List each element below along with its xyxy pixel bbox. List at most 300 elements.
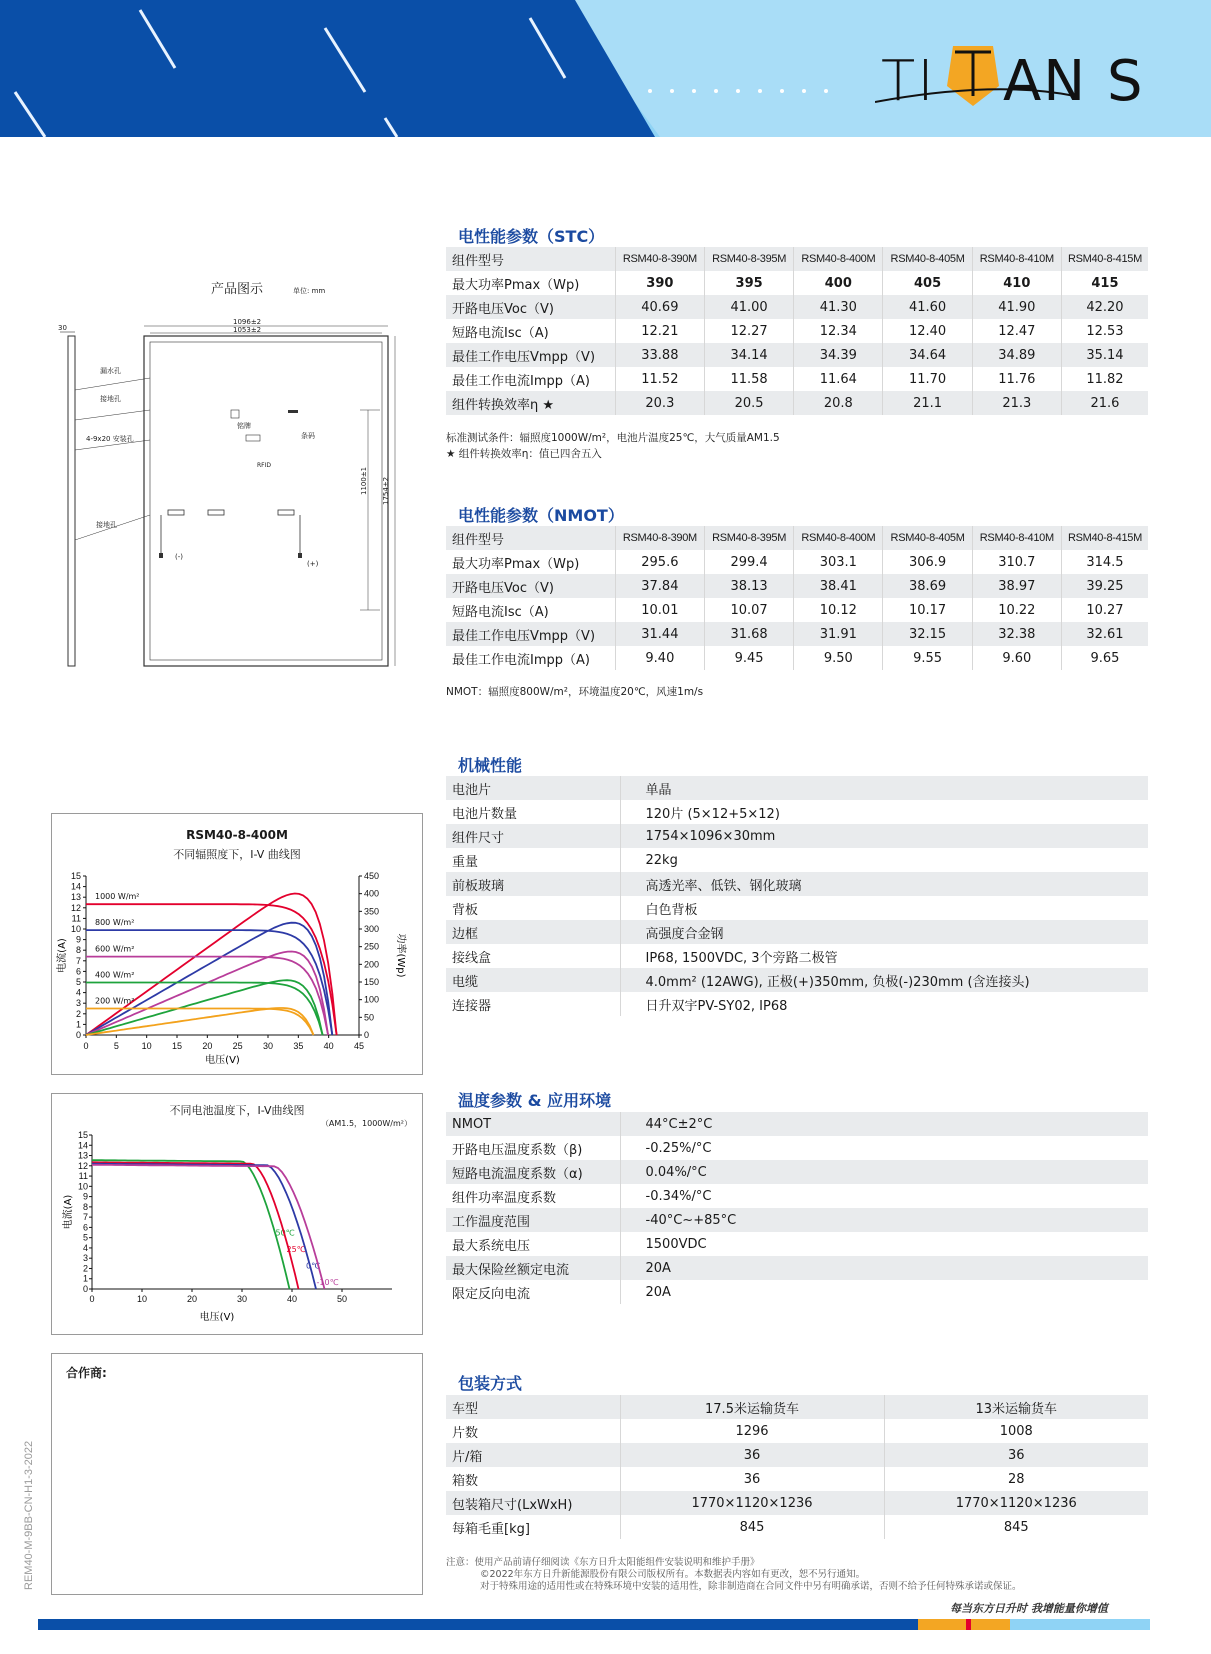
x-tick-label: 10	[141, 1041, 152, 1051]
y-tick-label: 14	[77, 1140, 88, 1151]
x-axis-label: 电压(V)	[205, 1055, 240, 1066]
row-label: 电池片	[446, 776, 620, 800]
chart1-title: RSM40-8-400M	[186, 828, 288, 842]
footer-slogan: 每当东方日升时 我增能量你增值	[950, 1602, 1108, 1615]
y-tick-label: 6	[82, 1222, 88, 1233]
model-header: RSM40-8-395M	[704, 247, 793, 271]
y-tick-label: 0	[75, 1030, 81, 1040]
model-header: RSM40-8-390M	[615, 526, 704, 550]
svg-text:TI: TI	[881, 49, 936, 110]
cell: 36	[884, 1443, 1148, 1467]
cell: 28	[884, 1467, 1148, 1491]
cell: 9.50	[794, 646, 883, 670]
x-tick-label: 30	[236, 1294, 248, 1304]
cell: 415	[1061, 271, 1148, 295]
nmot-note: NMOT：辐照度800W/m²，环境温度20℃，风速1m/s	[446, 686, 704, 698]
nmot-table	[446, 526, 1148, 670]
table-row	[446, 526, 1148, 550]
cell: 32.38	[972, 622, 1061, 646]
row-label: 开路电压Voc（V)	[446, 574, 615, 598]
y2-tick-label: 300	[364, 924, 380, 934]
table-row	[446, 1419, 1148, 1443]
table-row	[446, 391, 1148, 415]
model-header: RSM40-8-395M	[704, 526, 793, 550]
table-row	[446, 896, 1148, 920]
x-tick-label: 40	[323, 1041, 334, 1051]
y-tick-label: 15	[77, 1130, 88, 1140]
row-label: 片数	[446, 1419, 620, 1443]
model-header: RSM40-8-405M	[883, 526, 972, 550]
cell: 22kg	[620, 848, 1148, 872]
y-tick-label: 12	[70, 902, 81, 913]
row-label: 最大系统电压	[446, 1232, 620, 1256]
x-tick-label: 5	[113, 1041, 119, 1051]
table-row	[446, 1395, 1148, 1419]
y-tick-label: 11	[78, 1171, 88, 1182]
cell: 20.3	[615, 391, 704, 415]
chart-irradiance-panel	[51, 813, 423, 1075]
y2-axis-label: 功率(Wp)	[395, 933, 406, 978]
series-label: 600 W/m²	[95, 944, 135, 954]
y-tick-label: 6	[75, 966, 81, 977]
table-row	[446, 968, 1148, 992]
iv-curve-200	[86, 1009, 314, 1036]
row-label: 组件尺寸	[446, 824, 620, 848]
cell: 390	[615, 271, 704, 295]
table-row	[446, 824, 1148, 848]
y-tick-label: 2	[75, 1008, 81, 1019]
row-label: 短路电流Isc（A)	[446, 598, 615, 622]
cell: 12.21	[615, 319, 704, 343]
cell: 38.13	[704, 574, 793, 598]
row-label: 开路电压Voc（V)	[446, 295, 615, 319]
nmot-title: 电性能参数（NMOT）	[458, 506, 624, 525]
table-row	[446, 1232, 1148, 1256]
y-tick-label: 14	[70, 881, 81, 892]
cell: 13米运输货车	[884, 1395, 1148, 1419]
row-label: 前板玻璃	[446, 872, 620, 896]
cell: 310.7	[972, 550, 1061, 574]
cell: 400	[794, 271, 883, 295]
table-row	[446, 1256, 1148, 1280]
series-label: 25℃	[286, 1245, 306, 1255]
cell: 34.64	[883, 343, 972, 367]
x-tick-label: 35	[293, 1041, 304, 1051]
packing-table	[446, 1395, 1148, 1539]
row-label: 最大功率Pmax（Wp)	[446, 550, 615, 574]
footer-notes	[446, 1557, 1022, 1593]
label-rfid: RFID	[257, 462, 272, 469]
model-header: RSM40-8-415M	[1061, 526, 1148, 550]
cell: 12.27	[704, 319, 793, 343]
x-tick-label: 10	[136, 1294, 148, 1304]
x-tick-label: 15	[171, 1041, 183, 1051]
label-negative: (-)	[175, 553, 183, 561]
cell: 410	[972, 271, 1061, 295]
cell: 12.53	[1061, 319, 1148, 343]
iv-curve-temp	[92, 1165, 325, 1289]
row-label: 开路电压温度系数（β)	[446, 1136, 620, 1160]
cell: 21.6	[1061, 391, 1148, 415]
series-label: 400 W/m²	[95, 970, 135, 980]
cell: 1770×1120×1236	[884, 1491, 1148, 1515]
cell: 35.14	[1061, 343, 1148, 367]
row-label: 接线盒	[446, 944, 620, 968]
y-tick-label: 4	[75, 987, 81, 998]
cell: 41.30	[794, 295, 883, 319]
y-tick-label: 1	[75, 1019, 81, 1030]
series-label: 1000 W/m²	[95, 892, 140, 902]
y-axis-label: 电流(A)	[63, 1194, 74, 1230]
cell: 12.34	[794, 319, 883, 343]
footer-bar-orange	[918, 1619, 1010, 1630]
x-tick-label: 45	[353, 1041, 365, 1051]
row-label: 组件功率温度系数	[446, 1184, 620, 1208]
cell: 9.45	[704, 646, 793, 670]
y-tick-label: 8	[75, 945, 81, 956]
x-tick-label: 50	[336, 1294, 348, 1304]
row-label: 最佳工作电流Impp（A)	[446, 367, 615, 391]
cell: 9.60	[972, 646, 1061, 670]
chart2-plot	[52, 1094, 422, 1334]
cell: 1770×1120×1236	[620, 1491, 884, 1515]
stc-title: 电性能参数（STC）	[458, 227, 605, 246]
row-label: NMOT	[446, 1112, 620, 1136]
table-row	[446, 319, 1148, 343]
table-row	[446, 367, 1148, 391]
y-tick-label: 5	[75, 977, 81, 987]
x-tick-label: 0	[83, 1041, 89, 1051]
row-label: 电池片数量	[446, 800, 620, 824]
cell: 306.9	[883, 550, 972, 574]
cell: 38.41	[794, 574, 883, 598]
row-label: 短路电流温度系数（α)	[446, 1160, 620, 1184]
x-tick-label: 30	[262, 1041, 274, 1051]
dim-frame: 30	[58, 324, 67, 332]
y2-tick-label: 450	[364, 871, 380, 881]
row-label: 组件型号	[446, 526, 615, 550]
chart2-title: 不同电池温度下，I-V曲线图	[169, 1104, 305, 1117]
cell: 10.12	[794, 598, 883, 622]
cell: 高透光率、低铁、钢化玻璃	[620, 872, 1148, 896]
cell: 17.5米运输货车	[620, 1395, 884, 1419]
cell: 36	[620, 1443, 884, 1467]
cell: 395	[704, 271, 793, 295]
mech-table	[446, 776, 1148, 1016]
cell: -0.25%/°C	[620, 1136, 1148, 1160]
table-row	[446, 1112, 1148, 1136]
table-row	[446, 343, 1148, 367]
cell: 20A	[620, 1256, 1148, 1280]
cell: 1754×1096×30mm	[620, 824, 1148, 848]
cell: 高强度合金钢	[620, 920, 1148, 944]
table-row	[446, 550, 1148, 574]
y-tick-label: 13	[70, 892, 81, 903]
label-ground-hole: 接地孔	[100, 395, 121, 403]
iv-curve-temp	[92, 1160, 290, 1289]
cell: 9.65	[1061, 646, 1148, 670]
footer-bar-light	[1010, 1619, 1150, 1630]
table-row	[446, 622, 1148, 646]
y2-tick-label: 100	[364, 994, 380, 1005]
y-tick-label: 5	[82, 1232, 88, 1243]
titans-logo	[875, 40, 1145, 110]
partner-box	[51, 1353, 423, 1595]
cell: 11.76	[972, 367, 1061, 391]
cell: 40.69	[615, 295, 704, 319]
y-tick-label: 15	[70, 871, 81, 881]
series-label: 800 W/m²	[95, 918, 135, 928]
svg-text:AN S: AN S	[1003, 49, 1145, 110]
row-label: 重量	[446, 848, 620, 872]
cell: 34.39	[794, 343, 883, 367]
cell: 10.01	[615, 598, 704, 622]
table-row	[446, 1160, 1148, 1184]
cell: 33.88	[615, 343, 704, 367]
model-header: RSM40-8-400M	[794, 526, 883, 550]
table-row	[446, 646, 1148, 670]
table-row	[446, 1136, 1148, 1160]
cell: 4.0mm² (12AWG), 正极(+)350mm, 负极(-)230mm (含连接头)	[620, 968, 1148, 992]
row-label: 组件型号	[446, 247, 615, 271]
cell: 10.22	[972, 598, 1061, 622]
y-tick-label: 3	[82, 1253, 88, 1264]
cell: 11.70	[883, 367, 972, 391]
y-tick-label: 10	[77, 1181, 88, 1192]
cell: 11.64	[794, 367, 883, 391]
y-tick-label: 4	[82, 1242, 88, 1253]
label-nameplate: 铭牌	[237, 422, 251, 430]
cell: 9.40	[615, 646, 704, 670]
cell: 41.90	[972, 295, 1061, 319]
footer-bar-red	[966, 1619, 971, 1630]
row-label: 工作温度范围	[446, 1208, 620, 1232]
cell: 314.5	[1061, 550, 1148, 574]
table-row	[446, 872, 1148, 896]
row-label: 背板	[446, 896, 620, 920]
cell: 845	[884, 1515, 1148, 1539]
cell: 38.69	[883, 574, 972, 598]
y-tick-label: 2	[82, 1263, 88, 1274]
table-row	[446, 944, 1148, 968]
document-code: REM40-M-9BB-CN-H1-3-2022	[23, 1440, 35, 1590]
x-tick-label: 40	[286, 1294, 298, 1304]
cell: 299.4	[704, 550, 793, 574]
label-mount-hole: 4-9x20 安装孔	[86, 435, 134, 443]
module-drawing	[50, 310, 400, 672]
model-header: RSM40-8-410M	[972, 526, 1061, 550]
table-row	[446, 574, 1148, 598]
cell: 38.97	[972, 574, 1061, 598]
cell: 10.17	[883, 598, 972, 622]
row-label: 每箱毛重[kg]	[446, 1515, 620, 1539]
y-tick-label: 9	[82, 1191, 88, 1202]
cell: 37.84	[615, 574, 704, 598]
y2-tick-label: 0	[364, 1030, 370, 1040]
table-row	[446, 1280, 1148, 1304]
x-tick-label: 20	[186, 1294, 198, 1304]
footer-bar-blue	[38, 1619, 918, 1630]
partner-label: 合作商:	[66, 1366, 107, 1380]
table-row	[446, 992, 1148, 1016]
label-positive: (+)	[307, 560, 319, 568]
cell: 21.3	[972, 391, 1061, 415]
y-tick-label: 8	[82, 1201, 88, 1212]
cell: 单晶	[620, 776, 1148, 800]
model-header: RSM40-8-390M	[615, 247, 704, 271]
cell: 10.27	[1061, 598, 1148, 622]
cell: IP68, 1500VDC, 3个旁路二极管	[620, 944, 1148, 968]
x-tick-label: 25	[232, 1041, 243, 1051]
table-row	[446, 1491, 1148, 1515]
y2-tick-label: 400	[364, 888, 380, 899]
x-tick-label: 20	[202, 1041, 213, 1051]
cell: 120片 (5×12+5×12)	[620, 800, 1148, 824]
row-label: 电缆	[446, 968, 620, 992]
cell: 11.52	[615, 367, 704, 391]
y-tick-label: 1	[82, 1273, 88, 1284]
row-label: 包装箱尺寸(LxWxH)	[446, 1491, 620, 1515]
footer-note-2: ©2022年东方日升新能源股份有限公司版权所有。本数据表内容如有更改，恕不另行通知。	[480, 1569, 866, 1580]
y-tick-label: 0	[82, 1284, 88, 1294]
mech-title: 机械性能	[458, 756, 523, 775]
table-row	[446, 1208, 1148, 1232]
pv-curve-600	[86, 952, 328, 1036]
cell: 20.8	[794, 391, 883, 415]
temp-table	[446, 1112, 1148, 1304]
table-row	[446, 800, 1148, 824]
cell: 11.82	[1061, 367, 1148, 391]
table-row	[446, 1515, 1148, 1539]
row-label: 连接器	[446, 992, 620, 1016]
cell: 845	[620, 1515, 884, 1539]
table-row	[446, 247, 1148, 271]
cell: 20A	[620, 1280, 1148, 1304]
stc-note-conditions: 标准测试条件：辐照度1000W/m²，电池片温度25℃，大气质量AM1.5	[446, 432, 780, 444]
cell: 32.61	[1061, 622, 1148, 646]
chart-temperature-panel	[51, 1093, 423, 1335]
cell: 12.40	[883, 319, 972, 343]
y2-tick-label: 350	[364, 906, 380, 917]
temp-title: 温度参数 & 应用环境	[458, 1091, 612, 1110]
model-header: RSM40-8-400M	[794, 247, 883, 271]
cell: 0.04%/°C	[620, 1160, 1148, 1184]
y-tick-label: 13	[77, 1150, 88, 1161]
cell: 21.1	[883, 391, 972, 415]
stc-note-efficiency: ★ 组件转换效率η：值已四舍五入	[446, 448, 602, 460]
cell: 34.89	[972, 343, 1061, 367]
cell: -40°C~+85°C	[620, 1208, 1148, 1232]
cell: 31.68	[704, 622, 793, 646]
cell: 36	[620, 1467, 884, 1491]
dim-height-inner: 1100±1	[360, 466, 368, 495]
row-label: 短路电流Isc（A)	[446, 319, 615, 343]
cell: 12.47	[972, 319, 1061, 343]
row-label: 最佳工作电压Vmpp（V)	[446, 622, 615, 646]
row-label: 最佳工作电流Impp（A)	[446, 646, 615, 670]
row-label: 边框	[446, 920, 620, 944]
footer-note-3: 对于特殊用途的适用性或在特殊环境中安装的适用性，除非制造商在合同文件中另有明确承诺，否则不给予任何特殊承诺或保证。	[480, 1581, 1022, 1592]
y2-tick-label: 250	[364, 941, 380, 952]
row-label: 箱数	[446, 1467, 620, 1491]
model-header: RSM40-8-405M	[883, 247, 972, 271]
series-label: 50℃	[275, 1228, 295, 1238]
row-label: 车型	[446, 1395, 620, 1419]
cell: 1500VDC	[620, 1232, 1148, 1256]
y-tick-label: 9	[75, 934, 81, 945]
y-tick-label: 11	[71, 913, 81, 924]
series-label: 200 W/m²	[95, 996, 135, 1006]
cell: 295.6	[615, 550, 704, 574]
table-row	[446, 776, 1148, 800]
y2-tick-label: 150	[364, 977, 380, 987]
cell: 405	[883, 271, 972, 295]
y-axis-label: 电流(A)	[57, 938, 68, 973]
model-header: RSM40-8-415M	[1061, 247, 1148, 271]
table-row	[446, 1443, 1148, 1467]
y2-tick-label: 50	[364, 1012, 375, 1023]
chart2-subtitle: （AM1.5，1000W/m²）	[320, 1119, 412, 1128]
row-label: 最大保险丝额定电流	[446, 1256, 620, 1280]
cell: 32.15	[883, 622, 972, 646]
y-tick-label: 7	[75, 955, 81, 966]
series-label: -10℃	[316, 1277, 339, 1287]
series-label: 0℃	[306, 1261, 321, 1271]
table-row	[446, 295, 1148, 319]
x-axis-label: 电压(V)	[199, 1312, 235, 1323]
row-label: 片/箱	[446, 1443, 620, 1467]
row-label: 最大功率Pmax（Wp)	[446, 271, 615, 295]
cell: 39.25	[1061, 574, 1148, 598]
x-tick-label: 0	[89, 1294, 95, 1304]
y-tick-label: 10	[70, 924, 81, 934]
cell: 42.20	[1061, 295, 1148, 319]
dim-width-outer: 1096±2	[233, 318, 262, 326]
row-label: 组件转换效率η ★	[446, 391, 615, 415]
table-row	[446, 1184, 1148, 1208]
pv-curve-200	[86, 1008, 314, 1035]
label-drain-hole: 漏水孔	[100, 367, 121, 375]
chart1-plot	[52, 814, 422, 1074]
chart1-subtitle: 不同辐照度下，I-V 曲线图	[173, 848, 301, 861]
y-tick-label: 3	[75, 998, 81, 1009]
table-row	[446, 920, 1148, 944]
table-row	[446, 848, 1148, 872]
cell: 10.07	[704, 598, 793, 622]
row-label: 限定反向电流	[446, 1280, 620, 1304]
cell: 41.00	[704, 295, 793, 319]
label-ground-hole-2: 接地孔	[96, 521, 117, 529]
model-header: RSM40-8-410M	[972, 247, 1061, 271]
cell: 白色背板	[620, 896, 1148, 920]
dim-height-outer: 1754±2	[382, 476, 390, 505]
label-barcode: 条码	[301, 432, 315, 440]
dim-width-inner: 1053±2	[233, 326, 262, 334]
y2-tick-label: 200	[364, 959, 380, 970]
drawing-unit: 单位: mm	[293, 287, 326, 295]
cell: 11.58	[704, 367, 793, 391]
y-tick-label: 7	[82, 1212, 88, 1223]
cell: 31.91	[794, 622, 883, 646]
cell: 日升双宇PV-SY02, IP68	[620, 992, 1148, 1016]
packing-title: 包装方式	[458, 1374, 523, 1393]
stc-table	[446, 247, 1148, 415]
cell: 303.1	[794, 550, 883, 574]
cell: 1296	[620, 1419, 884, 1443]
footer-note-1: 注意：使用产品前请仔细阅读《东方日升太阳能组件安装说明和维护手册》	[446, 1557, 760, 1568]
cell: 44°C±2°C	[620, 1112, 1148, 1136]
y-tick-label: 12	[77, 1160, 88, 1171]
